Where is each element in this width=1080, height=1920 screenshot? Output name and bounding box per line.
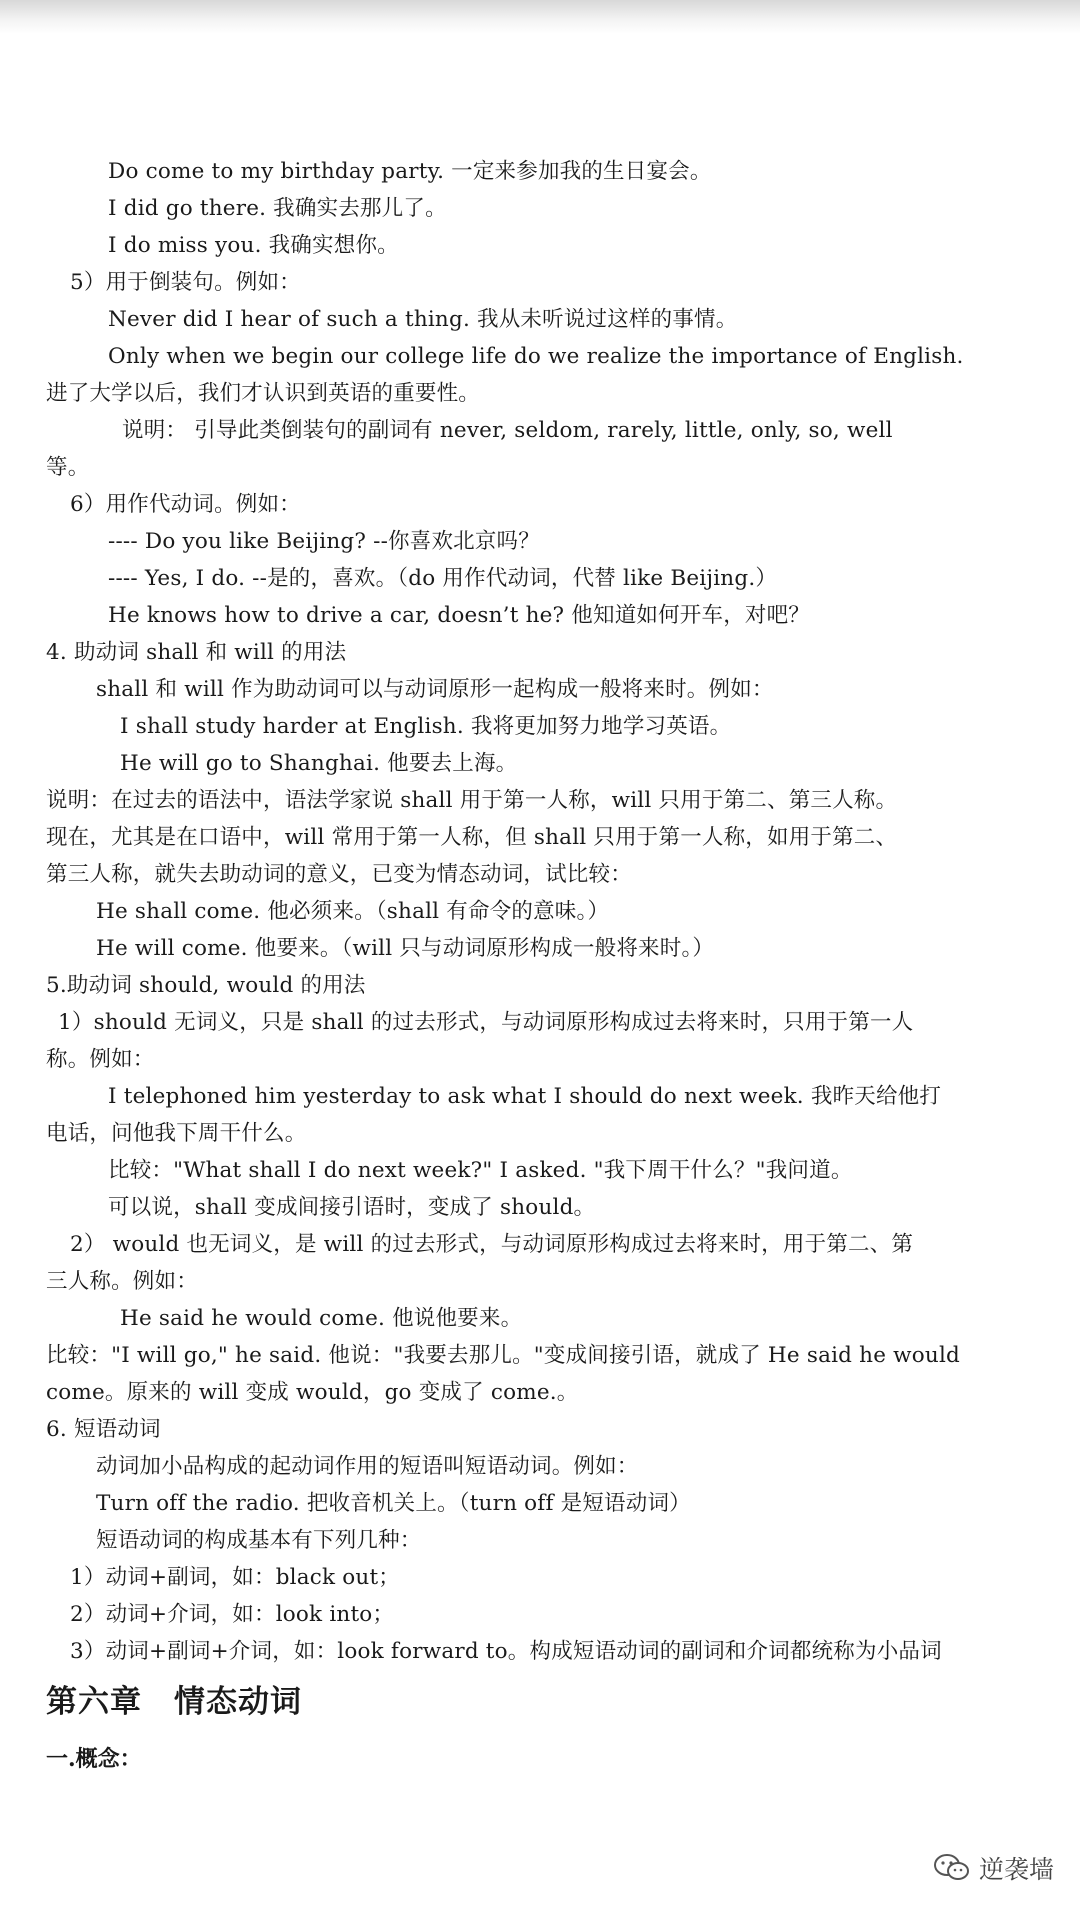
section-title: 一.概念： (46, 1746, 142, 1772)
text-line: Do come to my birthday party. 一定来参加我的生日宴会。 (108, 159, 712, 184)
text-line: 等。 (46, 455, 90, 480)
text-line: He said he would come. 他说他要来。 (120, 1306, 523, 1331)
text-line: 比较："I will go," he said. 他说："我要去那儿。"变成间接引语，就成了 He said he would (46, 1343, 960, 1368)
text-line: 5）用于倒装句。例如： (70, 270, 301, 295)
text-line: 称。例如： (46, 1047, 155, 1072)
text-line: 5.助动词 should, would 的用法 (46, 973, 366, 998)
text-line: 现在，尤其是在口语中，will 常用于第一人称，但 shall 只用于第一人称，如用于第二、 (46, 825, 898, 850)
text-line: 进了大学以后，我们才认识到英语的重要性。 (46, 381, 481, 406)
text-line: 第三人称，就失去助动词的意义，已变为情态动词，试比较： (46, 862, 632, 887)
wechat-icon (933, 1853, 971, 1883)
watermark-text: 逆袭墙 (978, 1855, 1054, 1884)
text-line: ---- Do you like Beijing? --你喜欢北京吗？ (108, 529, 540, 554)
chapter-title: 第六章 情态动词 (46, 1684, 302, 1720)
text-line: 电话，问他我下周干什么。 (46, 1121, 307, 1146)
text-line: Never did I hear of such a thing. 我从未听说过这样的事情。 (108, 307, 738, 332)
text-line: He knows how to drive a car, doesn’t he? 他知道如何开车，对吧？ (108, 603, 811, 628)
text-line: 4. 助动词 shall 和 will 的用法 (46, 640, 347, 665)
watermark (933, 1850, 1054, 1886)
text-line: 可以说，shall 变成间接引语时，变成了 should。 (108, 1195, 596, 1220)
top-shadow (0, 0, 1080, 34)
text-line: 6. 短语动词 (46, 1417, 161, 1442)
text-line: I did go there. 我确实去那儿了。 (108, 196, 447, 221)
text-line: 短语动词的构成基本有下列几种： (96, 1528, 422, 1553)
text-line: 2）动词+介词，如：look into； (70, 1602, 395, 1627)
text-line: 6）用作代动词。例如： (70, 492, 301, 517)
text-line: come。原来的 will 变成 would，go 变成了 come.。 (46, 1380, 579, 1405)
text-line: I shall study harder at English. 我将更加努力地学习英语。 (120, 714, 732, 739)
text-line: He shall come. 他必须来。（shall 有命令的意味。） (96, 899, 610, 924)
text-line: Only when we begin our college life do we realize the importance of English. (108, 344, 964, 369)
text-line: I do miss you. 我确实想你。 (108, 233, 399, 258)
text-line: He will come. 他要来。（will 只与动词原形构成一般将来时。） (96, 936, 715, 961)
text-line: 三人称。例如： (46, 1269, 198, 1294)
text-line: I telephoned him yesterday to ask what I should do next week. 我昨天给他打 (108, 1084, 942, 1109)
text-line: 3）动词+副词+介词，如：look forward to。构成短语动词的副词和介词都统称为小品词 (70, 1639, 942, 1664)
text-line: He will go to Shanghai. 他要去上海。 (120, 751, 518, 776)
text-line: 比较："What shall I do next week?" I asked. "我下周干什么？"我问道。 (108, 1158, 853, 1183)
text-line: ---- Yes, I do. --是的，喜欢。（do 用作代动词，代替 like Beijing.） (108, 566, 778, 591)
text-line: Turn off the radio. 把收音机关上。（turn off 是短语动词） (96, 1491, 691, 1516)
text-line: 动词加小品构成的起动词作用的短语叫短语动词。例如： (96, 1454, 639, 1479)
text-line: 1）动词+副词，如：black out； (70, 1565, 400, 1590)
text-line: shall 和 will 作为助动词可以与动词原形一起构成一般将来时。例如： (96, 677, 774, 702)
text-line: 2） would 也无词义，是 will 的过去形式，与动词原形构成过去将来时，用于第二、第 (70, 1232, 914, 1257)
text-line: 说明： 引导此类倒装句的副词有 never, seldom, rarely, little, only, so, well (122, 418, 893, 443)
text-line: 1）should 无词义，只是 shall 的过去形式，与动词原形构成过去将来时，只用于第一人 (58, 1010, 914, 1035)
text-line: 说明：在过去的语法中，语法学家说 shall 用于第一人称，will 只用于第二、第三人称。 (46, 788, 898, 813)
